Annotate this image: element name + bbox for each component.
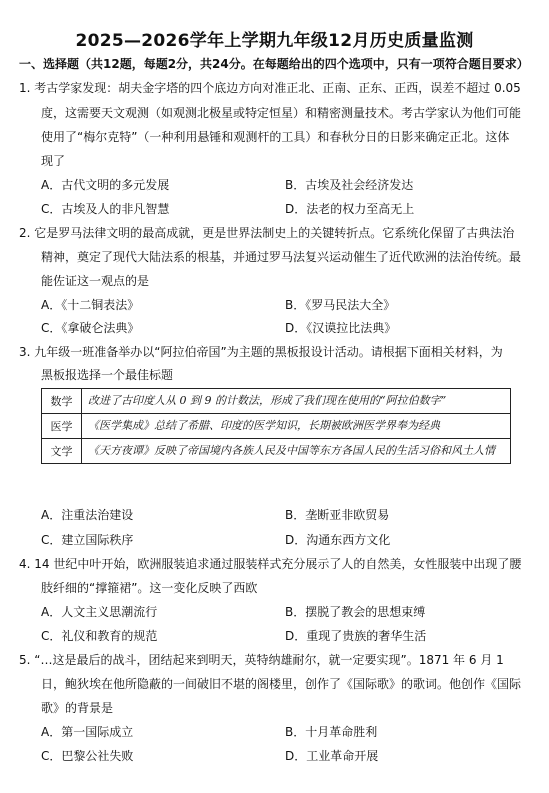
question-3-option-c[interactable]: C．建立国际秩序 xyxy=(41,533,134,547)
table-subject: 文学 xyxy=(42,439,82,464)
table-row xyxy=(42,414,511,439)
question-2-option-b[interactable]: B．《罗马民法大全》 xyxy=(285,298,396,312)
question-4-option-c[interactable]: C．礼仪和教育的规范 xyxy=(41,629,158,643)
material-table xyxy=(41,388,511,464)
question-1-option-d[interactable]: D．法老的权力至高无上 xyxy=(285,202,415,216)
question-4-option-d[interactable]: D．重现了贵族的奢华生活 xyxy=(285,629,427,643)
question-1-option-b[interactable]: B．古埃及社会经济发达 xyxy=(285,178,414,192)
question-1-option-a[interactable]: A．古代文明的多元发展 xyxy=(41,178,170,192)
question-1-line-2: 度，这需要天文观测（如观测北极星或特定恒星）和精密测量技术。考古学家认为他们可能 xyxy=(41,106,522,120)
question-1-line-3: 使用了“梅尔克特”（一种利用悬锤和观测杆的工具）和春秋分日的日影来确定正北。这体 xyxy=(41,130,510,144)
table-subject: 医学 xyxy=(42,414,82,439)
question-2-line-1: 2. 它是罗马法律文明的最高成就，更是世界法制史上的关键转折点。它系统化保留了古典法治 xyxy=(19,226,515,240)
page-title: 2025—2026学年上学期九年级12月历史质量监测 xyxy=(75,31,474,51)
question-1-line-4: 现了 xyxy=(41,154,66,168)
question-5-line-3: 歌》的背景是 xyxy=(41,701,114,715)
table-subject: 数学 xyxy=(42,389,82,414)
question-2-line-3: 能佐证这一观点的是 xyxy=(41,274,150,288)
question-5-line-1: 5. “…这是最后的战斗，团结起来到明天，英特纳雄耐尔，就一定要实现”。1871 年 6 月 1 xyxy=(19,653,504,667)
question-2-option-d[interactable]: D．《汉谟拉比法典》 xyxy=(285,321,397,335)
question-3-option-b[interactable]: B．垄断亚非欧贸易 xyxy=(285,508,390,522)
question-3-line-2: 黑板报选择一个最佳标题 xyxy=(41,368,174,382)
question-2-line-2: 精神，奠定了现代大陆法系的根基，并通过罗马法复兴运动催生了近代欧洲的法治传统。最 xyxy=(41,250,522,264)
question-1-line-1: 1. 考古学家发现：胡夫金字塔的四个底边方向对准正北、正南、正东、正西，误差不超过 0.05 xyxy=(19,81,521,95)
question-2-option-c[interactable]: C．《拿破仑法典》 xyxy=(41,321,140,335)
question-5-option-b[interactable]: B．十月革命胜利 xyxy=(285,725,378,739)
question-1-option-c[interactable]: C．古埃及人的非凡智慧 xyxy=(41,202,170,216)
question-4-line-1: 4. 14 世纪中叶开始，欧洲服装追求通过服装样式充分展示了人的自然美，女性服装中出现了腰 xyxy=(19,557,522,571)
table-row xyxy=(42,389,511,414)
table-row xyxy=(42,439,511,464)
question-3-option-a[interactable]: A．注重法治建设 xyxy=(41,508,134,522)
question-2-option-a[interactable]: A．《十二铜表法》 xyxy=(41,298,140,312)
table-content: 《医学集成》总结了希腊、印度的医学知识，长期被欧洲医学界奉为经典 xyxy=(82,414,511,439)
question-5-option-d[interactable]: D．工业革命开展 xyxy=(285,749,379,763)
question-5-option-a[interactable]: A．第一国际成立 xyxy=(41,725,134,739)
question-3-option-d[interactable]: D．沟通东西方文化 xyxy=(285,533,391,547)
question-4-option-a[interactable]: A．人文主义思潮流行 xyxy=(41,605,158,619)
section-heading: 一、选择题（共12题，每题2分，共24分。在每题给出的四个选项中，只有一项符合题目要求） xyxy=(19,57,529,71)
table-content: 《天方夜谭》反映了帝国境内各族人民及中国等东方各国人民的生活习俗和风土人情 xyxy=(82,439,511,464)
table-content: 改进了古印度人从 0 到 9 的计数法，形成了我们现在使用的“阿拉伯数字” xyxy=(82,389,511,414)
question-5-line-2: 日，鲍狄埃在他所隐蔽的一间破旧不堪的阁楼里，创作了《国际歌》的歌词。他创作《国际 xyxy=(41,677,522,691)
question-4-line-2: 肢纤细的“撑箍裙”。这一变化反映了西欧 xyxy=(41,581,258,595)
question-5-option-c[interactable]: C．巴黎公社失败 xyxy=(41,749,134,763)
question-4-option-b[interactable]: B．摆脱了教会的思想束缚 xyxy=(285,605,426,619)
question-3-line-1: 3. 九年级一班准备举办以“阿拉伯帝国”为主题的黑板报设计活动。请根据下面相关材料，为 xyxy=(19,345,503,359)
